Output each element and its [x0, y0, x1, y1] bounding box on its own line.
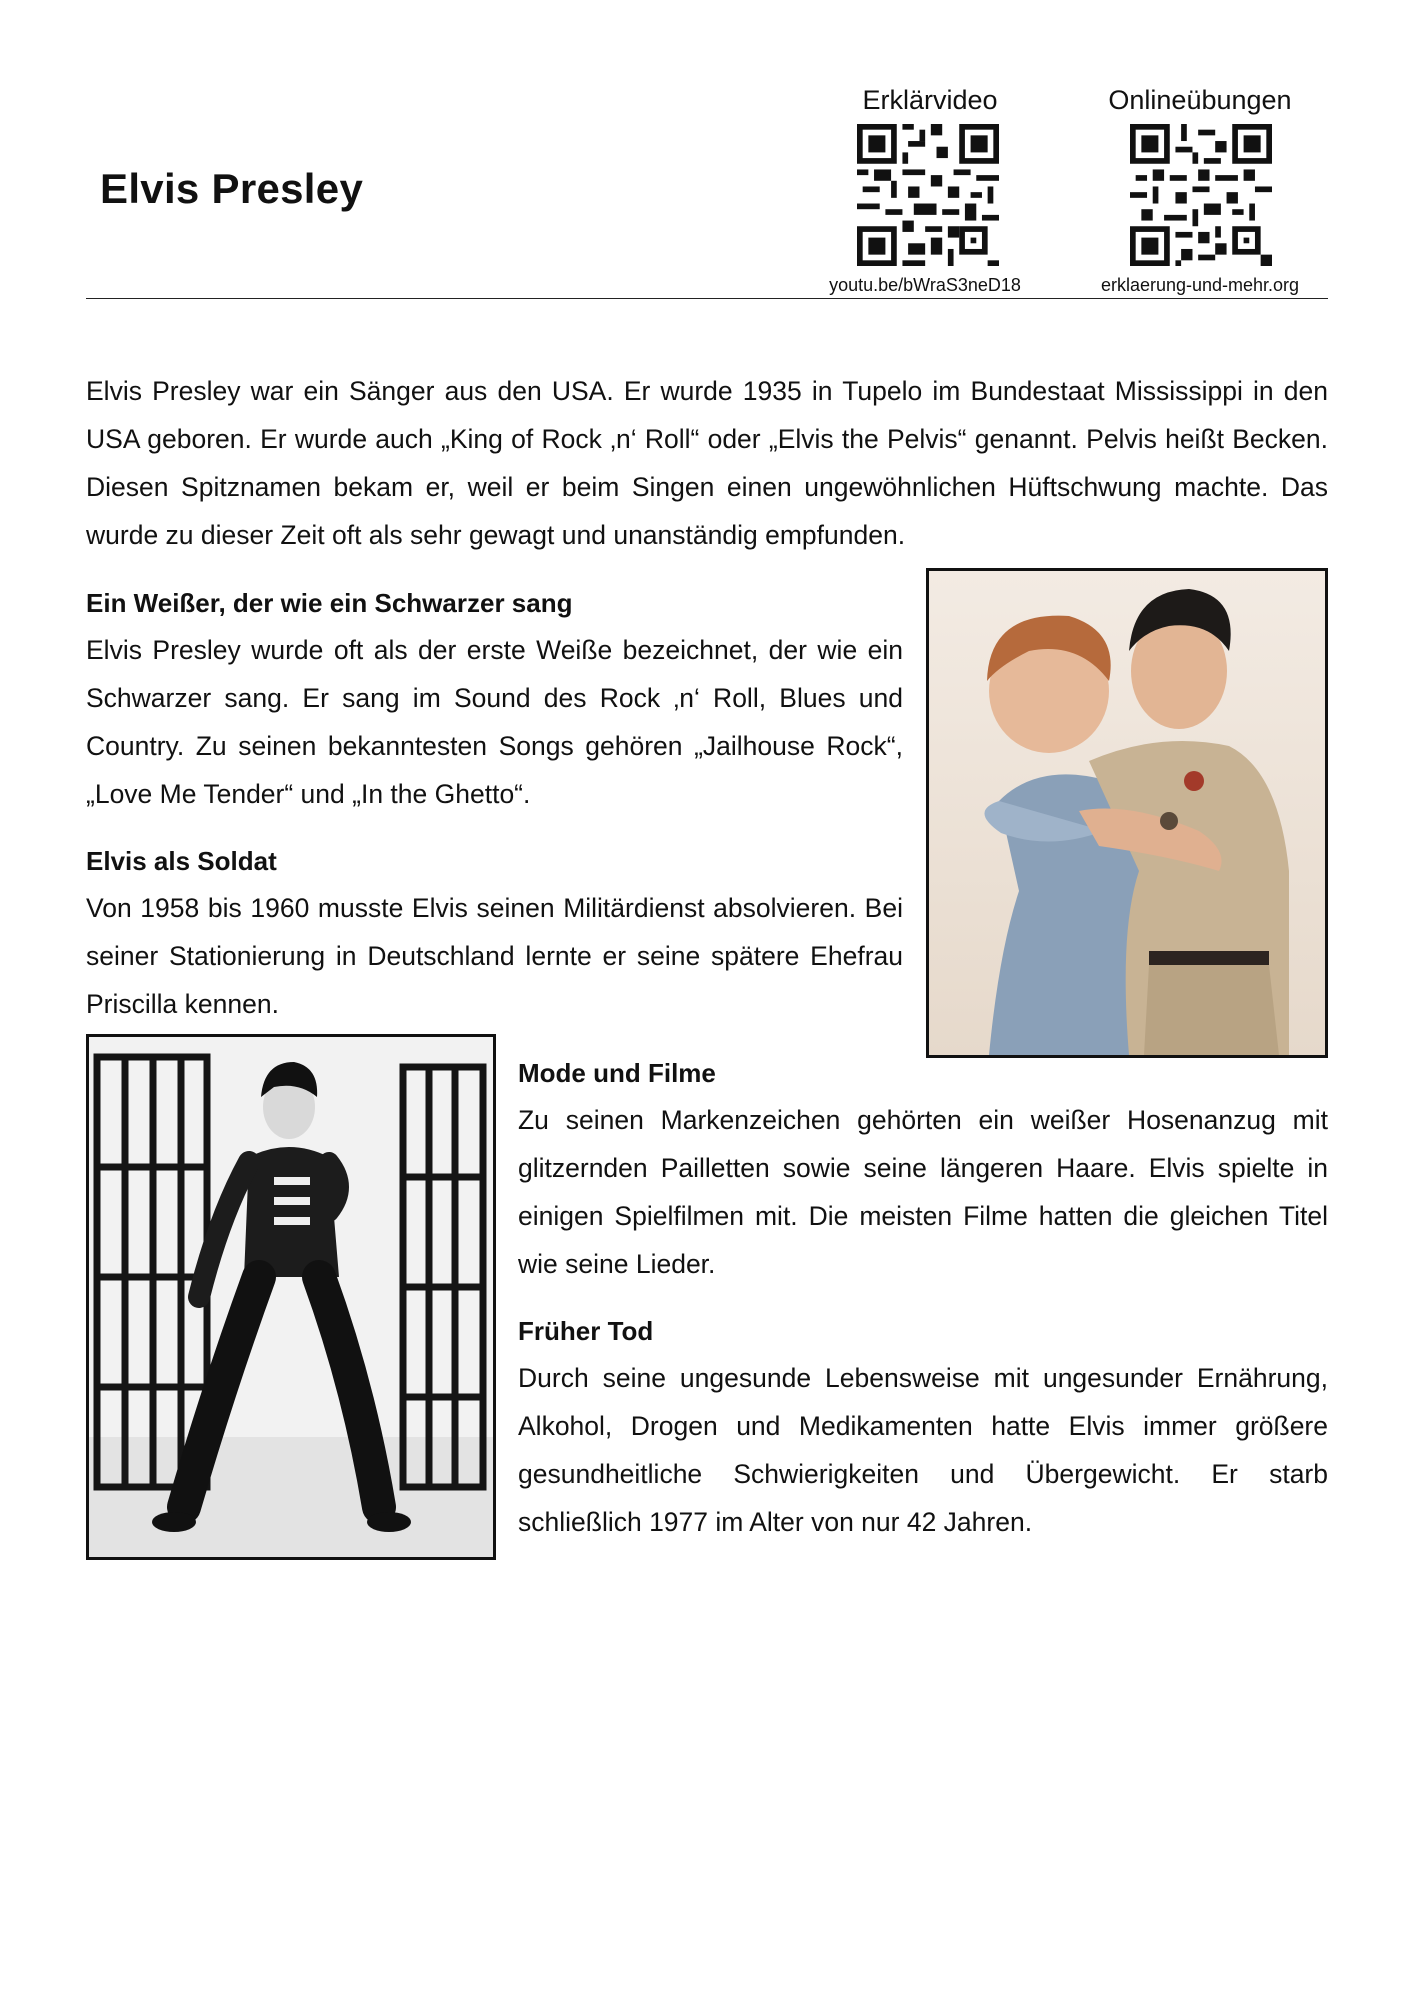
- photo-elvis-jailhouse: [86, 1034, 496, 1560]
- header-divider: [86, 298, 1328, 299]
- section-heading: Elvis als Soldat: [86, 846, 277, 876]
- qr-exercises-url[interactable]: erklaerung-und-mehr.org: [1100, 275, 1300, 295]
- qr-video-url[interactable]: youtu.be/bWraS3neD18: [829, 275, 1021, 295]
- intro-paragraph: Elvis Presley war ein Sänger aus den USA. Er wurde 1935 in Tupelo im Bundestaat Mississippi in den USA geboren. Er wurde auch „King of Rock ‚n‘ Roll“ oder „Elvis the Pelvis“ genannt. Pelvis heißt Becken. Diesen Spitznamen bekam er, weil er beim Singen einen ungewöhnlichen Hüftschwung machte. Das wurde zu dieser Zeit oft als sehr gewagt und unanständig empfunden.: [86, 376, 1328, 550]
- section-text: Von 1958 bis 1960 musste Elvis seinen Militärdienst absolvieren. Bei seiner Stationierung in Deutschland lernte er seine spätere Ehefrau Priscilla kennen.: [86, 893, 903, 1019]
- section-text: Zu seinen Markenzeichen gehörten ein weißer Hosenanzug mit glitzernden Pailletten sowie seine längeren Haare. Elvis spielte in einigen Spielfilmen mit. Die meisten Filme hatten die gleichen Titel wie seine Lieder.: [518, 1105, 1328, 1279]
- qr-code-icon: [857, 124, 999, 266]
- qr-exercises-label: Onlineübungen: [1108, 85, 1292, 115]
- section-heading: Ein Weißer, der wie ein Schwarzer sang: [86, 588, 573, 618]
- qr-code-icon: [1130, 124, 1272, 266]
- section-heading: Mode und Filme: [518, 1058, 716, 1088]
- qr-code-video[interactable]: [857, 124, 999, 266]
- photo-elvis-soldier: [926, 568, 1328, 1058]
- section-text: Elvis Presley wurde oft als der erste Weiße bezeichnet, der wie ein Schwarzer sang. Er sang im Sound des Rock ‚n‘ Roll, Blues und Country. Zu seinen bekanntesten Songs gehören „Jailhouse Rock“, „Love Me Tender“ und „In the Ghetto“.: [86, 635, 903, 809]
- page-title: Elvis Presley: [100, 165, 364, 212]
- section-heading: Früher Tod: [518, 1316, 654, 1346]
- qr-code-exercises[interactable]: [1130, 124, 1272, 266]
- section-text: Durch seine ungesunde Lebensweise mit ungesunder Ernährung, Alkohol, Drogen und Medikamenten hatte Elvis immer größere gesundheitliche Schwierigkeiten und Übergewicht. Er starb schließlich 1977 im Alter von nur 42 Jahren.: [518, 1363, 1328, 1537]
- qr-video-label: Erklärvideo: [862, 85, 998, 115]
